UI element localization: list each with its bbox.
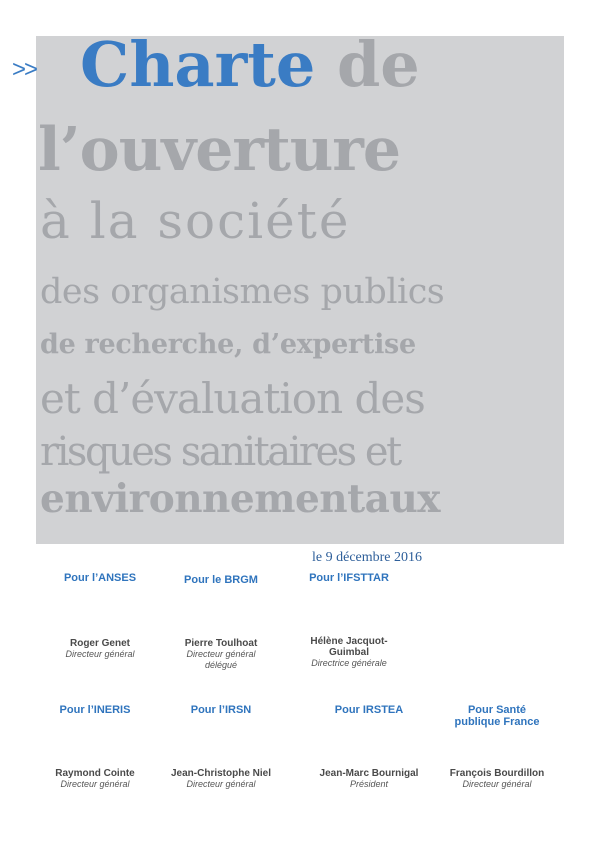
signatory-name: Roger Genet (69, 638, 130, 649)
arrows-marker: >> (12, 56, 37, 83)
signatory-name: Raymond Cointe (55, 768, 135, 779)
signature-date: le 9 décembre 2016 (312, 550, 423, 565)
org-brgm: Pour le BRGM (184, 574, 258, 586)
title-line-7: risques sanitaires et (40, 429, 400, 475)
signatory-name: François Bourdillon (449, 768, 545, 779)
signatory-irsn (156, 768, 286, 790)
title-line-3: à la société (40, 192, 351, 250)
title-line-4: des organismes publics (40, 272, 445, 312)
title-line-6: et d’évaluation des (40, 374, 425, 423)
title-line-1 (80, 28, 420, 101)
signatory-name: Hélène Jacquot-Guimbal (310, 636, 388, 658)
signatory-brgm (156, 638, 286, 671)
signatory-irstea (304, 768, 434, 790)
signatory-sante-publique-france (432, 768, 562, 790)
signatory-name: Pierre Toulhoat (184, 638, 258, 649)
org-ineris: Pour l’INERIS (59, 704, 131, 716)
signatory-ineris (30, 768, 160, 790)
title-charte: Charte (80, 28, 316, 101)
signatory-name: Jean-Marc Bournigal (319, 768, 419, 779)
title-line-5: de recherche, d’expertise (40, 329, 416, 360)
signatory-role: Président (349, 779, 389, 789)
title-de: de (336, 28, 420, 101)
org-irstea: Pour IRSTEA (334, 704, 404, 716)
signatory-role: Directeur général (462, 779, 532, 789)
org-irsn: Pour l’IRSN (190, 704, 252, 716)
org-label: Pour Santé publique France (454, 704, 540, 728)
signatory-role: Directrice générale (311, 658, 387, 668)
org-sante-publique-france (432, 704, 562, 728)
title-line-2: l’ouverture (38, 115, 401, 185)
org-anses: Pour l’ANSES (63, 572, 137, 584)
signatory-name: Jean-Christophe Niel (170, 768, 272, 779)
signatory-role: Directeur général délégué (186, 649, 256, 670)
signatory-role: Directeur général (65, 649, 135, 659)
signatory-role: Directeur général (186, 779, 256, 789)
signatory-ifsttar (284, 636, 414, 669)
signatory-role: Directeur général (60, 779, 130, 789)
title-line-8: environnementaux (40, 476, 441, 522)
signatory-anses (35, 638, 165, 660)
org-ifsttar: Pour l’IFSTTAR (309, 572, 389, 584)
